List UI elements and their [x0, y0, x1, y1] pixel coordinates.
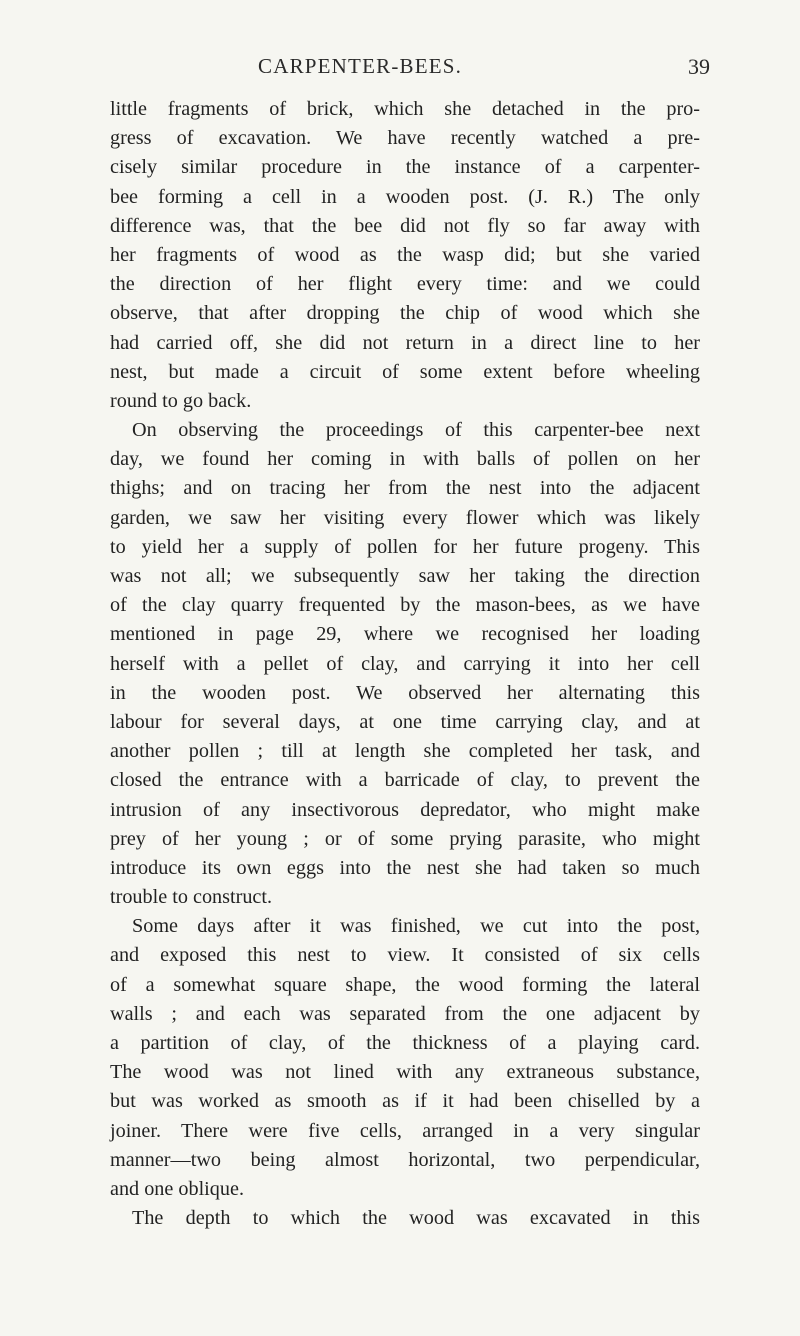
text-line: difference was, that the bee did not fly so far away with	[110, 214, 700, 237]
text-line: Some days after it was finished, we cut into the post,	[132, 915, 700, 938]
text-line: gress of excavation. We have recently watched a pre-	[110, 127, 700, 150]
text-line: prey of her young ; or of some prying parasite, who might	[110, 827, 700, 850]
text-line: observe, that after dropping the chip of wood which she	[110, 302, 700, 325]
text-line: joiner. There were five cells, arranged in a very singular	[110, 1119, 700, 1142]
text-line: trouble to construct.	[110, 886, 273, 909]
text-line: and one oblique.	[110, 1177, 244, 1200]
text-line: bee forming a cell in a wooden post. (J. R.) The only	[110, 185, 700, 208]
text-line: On observing the proceedings of this carpenter-bee next	[132, 419, 700, 442]
text-line: closed the entrance with a barricade of clay, to prevent the	[110, 769, 700, 792]
text-line: little fragments of brick, which she detached in the pro-	[110, 98, 700, 120]
text-line: introduce its own eggs into the nest she had taken so much	[110, 856, 700, 879]
running-head	[0, 54, 800, 86]
text-line: another pollen ; till at length she completed her task, and	[110, 740, 700, 763]
text-line: of the clay quarry frequented by the mason-bees, as we have	[110, 594, 700, 617]
text-line: the direction of her flight every time: and we could	[110, 273, 700, 296]
text-line: thighs; and on tracing her from the nest into the adjacent	[110, 477, 700, 500]
text-line: The wood was not lined with any extraneous substance,	[110, 1061, 700, 1084]
text-line: garden, we saw her visiting every flower which was likely	[110, 506, 700, 529]
text-line: The depth to which the wood was excavated in this	[132, 1207, 700, 1230]
text-line: round to go back.	[110, 389, 252, 412]
page-number: 39	[688, 54, 710, 79]
text-line: intrusion of any insectivorous depredator, who might make	[110, 798, 700, 821]
text-line: labour for several days, at one time carrying clay, and at	[110, 710, 700, 733]
text-line: to yield her a supply of pollen for her future progeny. This	[110, 535, 700, 558]
text-line: herself with a pellet of clay, and carrying it into her cell	[110, 652, 700, 675]
running-title: CARPENTER-BEES.	[258, 54, 463, 78]
text-line: was not all; we subsequently saw her taking the direction	[110, 565, 700, 587]
body-text	[110, 95, 700, 1233]
text-line: in the wooden post. We observed her alternating this	[110, 681, 700, 704]
text-line: day, we found her coming in with balls of pollen on her	[110, 448, 700, 471]
text-line: her fragments of wood as the wasp did; but she varied	[110, 243, 700, 266]
text-line: cisely similar procedure in the instance of a carpenter-	[110, 156, 700, 179]
text-line: nest, but made a circuit of some extent before wheeling	[110, 360, 700, 383]
text-line: had carried off, she did not return in a direct line to her	[110, 331, 700, 354]
text-line: a partition of clay, of the thickness of a playing card.	[110, 1032, 700, 1054]
text-line: mentioned in page 29, where we recognised her loading	[110, 623, 700, 646]
text-line: of a somewhat square shape, the wood forming the lateral	[110, 973, 700, 996]
text-line: and exposed this nest to view. It consisted of six cells	[110, 944, 700, 967]
text-line: manner—two being almost horizontal, two perpendicular,	[110, 1148, 700, 1171]
text-line: but was worked as smooth as if it had been chiselled by a	[110, 1090, 700, 1113]
text-line: walls ; and each was separated from the one adjacent by	[110, 1002, 700, 1025]
